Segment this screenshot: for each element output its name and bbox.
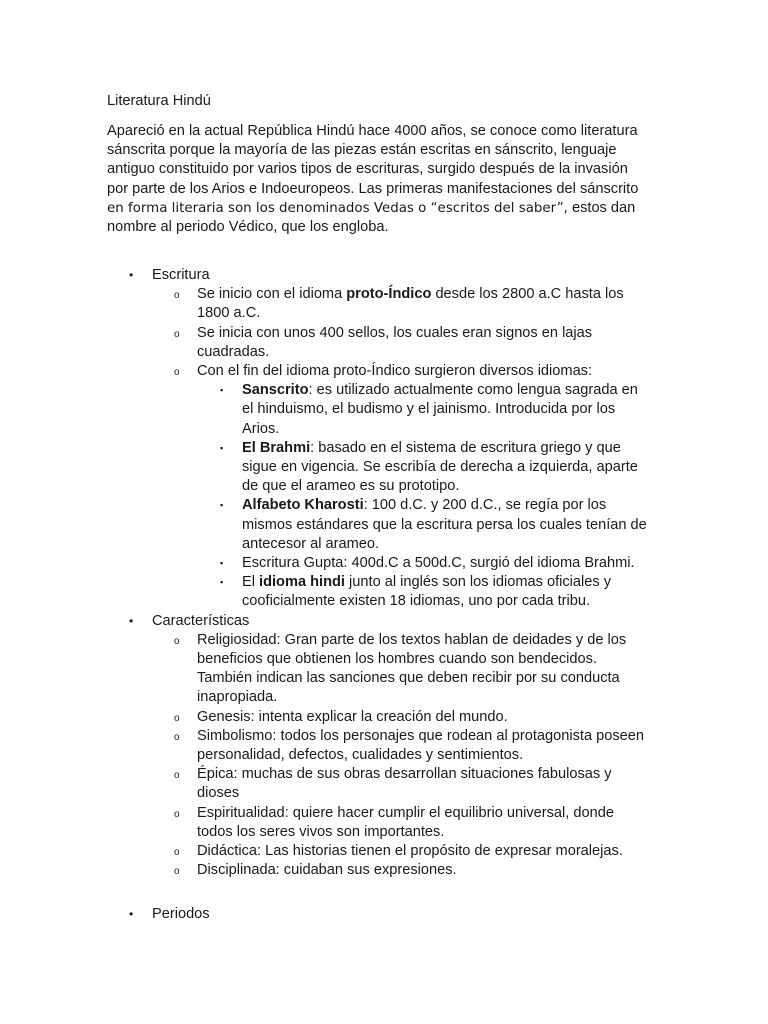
list-subitem (107, 439, 687, 497)
intro-line: por parte de los Arios e Indoeuropeos. Las primeras manifestaciones del sánscrito (107, 180, 639, 197)
item-line: beneficios que obtienen los hombres cuando son bendecidos. (197, 651, 597, 668)
item-line: Simbolismo: todos los personajes que rodean al protagonista poseen (197, 727, 645, 744)
bullet-circle: o (174, 866, 180, 878)
item-line: Escritura Gupta: 400d.C a 500d.C, surgió del idioma Brahmi. (242, 555, 635, 572)
bullet-circle: o (174, 770, 180, 782)
list-item-caracteristicas (107, 612, 687, 631)
bullet-circle: o (174, 808, 180, 820)
item-text: : es utilizado actualmente como lengua sagrada en (308, 382, 638, 399)
item-line: dioses (197, 785, 240, 802)
item-line: sigue en vigencia. Se escribía de derecha a izquierda, aparte (242, 459, 638, 476)
bullet-circle: o (174, 290, 180, 302)
item-text: desde los 2800 a.C hasta los (431, 286, 624, 303)
item-line (242, 573, 687, 592)
list-subitem (107, 573, 687, 611)
item-line: cooficialmente existen 18 idiomas, uno por cada tribu. (242, 593, 591, 610)
list-item (107, 727, 687, 765)
item-line: todos los seres vivos son importantes. (197, 823, 445, 840)
item-text: Se inicio con el idioma (197, 286, 347, 303)
item-bold: idioma hindi (259, 574, 345, 591)
list-subitem (107, 554, 687, 573)
bullet-square: ▪ (220, 442, 224, 453)
section-label: Periodos (152, 906, 210, 922)
item-line (242, 496, 687, 515)
intro-line: antiguo constituido por varios tipos de escrituras, surgido después de la invasión (107, 161, 628, 178)
list-subitem (107, 496, 687, 554)
item-line: Disciplinada: cuidaban sus expresiones. (197, 862, 457, 879)
bullet-square: ▪ (220, 500, 224, 511)
item-bold: Alfabeto Kharosti (242, 497, 364, 514)
bullet-circle: o (174, 712, 180, 724)
item-line: antecesor al arameo. (242, 535, 380, 552)
item-line: Se inicia con unos 400 sellos, los cuales eran signos en lajas (197, 324, 593, 341)
item-bold: El Brahmi (242, 439, 311, 456)
intro-line-vedas: en forma literaria son los denominados Vedas o “escritos del saber”, (107, 200, 568, 216)
item-line: Genesis: intenta explicar la creación del mundo. (197, 708, 508, 725)
list-item (107, 631, 687, 708)
item-line: mismos estándares que la escritura persa los cuales tenían de (242, 516, 647, 533)
intro-line: nombre al periodo Védico, que los engloba. (107, 219, 389, 236)
item-text: : 100 d.C. y 200 d.C., se regía por los (363, 497, 607, 514)
bullet-dot: • (129, 613, 134, 628)
intro-paragraph (107, 122, 667, 237)
list-item (107, 861, 687, 880)
list-item (107, 765, 687, 803)
list-item-periodos (107, 905, 687, 924)
item-line (242, 439, 687, 458)
item-text: : basado en el sistema de escritura griego y que (310, 439, 621, 456)
list-item (107, 708, 687, 727)
intro-line (107, 199, 667, 218)
list-item (107, 285, 687, 323)
item-bold: proto-Índico (346, 286, 432, 303)
section-periodos (107, 905, 687, 924)
intro-line-vedas-end: estos dan (567, 199, 636, 216)
section-label: Características (152, 612, 250, 629)
list-item (107, 362, 687, 381)
item-line: Didáctica: Las historias tienen el propósito de expresar moralejas. (197, 843, 623, 860)
bullet-circle: o (174, 328, 180, 340)
item-line: Espiritualidad: quiere hacer cumplir el equilibrio universal, donde (197, 804, 614, 821)
item-line: inapropiada. (197, 689, 278, 706)
bullet-circle: o (174, 731, 180, 743)
item-line: Épica: muchas de sus obras desarrollan situaciones fabulosas y (197, 766, 612, 783)
section-escritura (107, 266, 687, 881)
item-line (197, 285, 687, 304)
item-line: personalidad, defectos, cualidades y sentimientos. (197, 747, 524, 764)
bullet-square: ▪ (220, 558, 224, 569)
bullet-circle: o (174, 635, 180, 647)
bullet-circle: o (174, 847, 180, 859)
item-line: También indican las sanciones que deben recibir por su conducta (197, 670, 620, 687)
bullet-dot: • (129, 907, 134, 921)
item-line: de que el arameo es su prototipo. (242, 478, 460, 495)
item-line: Religiosidad: Gran parte de los textos hablan de deidades y de los (197, 631, 627, 648)
page-title: Literatura Hindú (107, 93, 211, 109)
list-item-escritura (107, 266, 687, 285)
bullet-circle: o (174, 367, 180, 379)
item-text: junto al inglés son los idiomas oficiales y (344, 574, 612, 591)
list-item (107, 804, 687, 842)
item-bold: Sanscrito (242, 382, 309, 399)
bullet-square: ▪ (220, 385, 224, 396)
item-text: El (242, 574, 260, 591)
item-line: Con el fin del idioma proto-Índico surgieron diversos idiomas: (197, 363, 593, 380)
bullet-dot: • (129, 268, 134, 282)
bullet-square: ▪ (220, 577, 224, 588)
item-line: 1800 a.C. (197, 305, 261, 322)
section-label: Escritura (152, 267, 210, 283)
list-item (107, 324, 687, 362)
intro-line: sánscrita porque la mayoría de las piezas están escritas en sánscrito, lenguaje (107, 142, 617, 159)
item-line (242, 381, 687, 400)
item-line: Arios. (242, 420, 280, 437)
intro-line: Apareció en la actual República Hindú hace 4000 años, se conoce como literatura (107, 123, 638, 139)
list-subitem (107, 381, 687, 439)
item-line: cuadradas. (197, 343, 270, 360)
item-line: el hinduismo, el budismo y el jainismo. Introducida por los (242, 401, 616, 418)
list-item (107, 842, 687, 861)
